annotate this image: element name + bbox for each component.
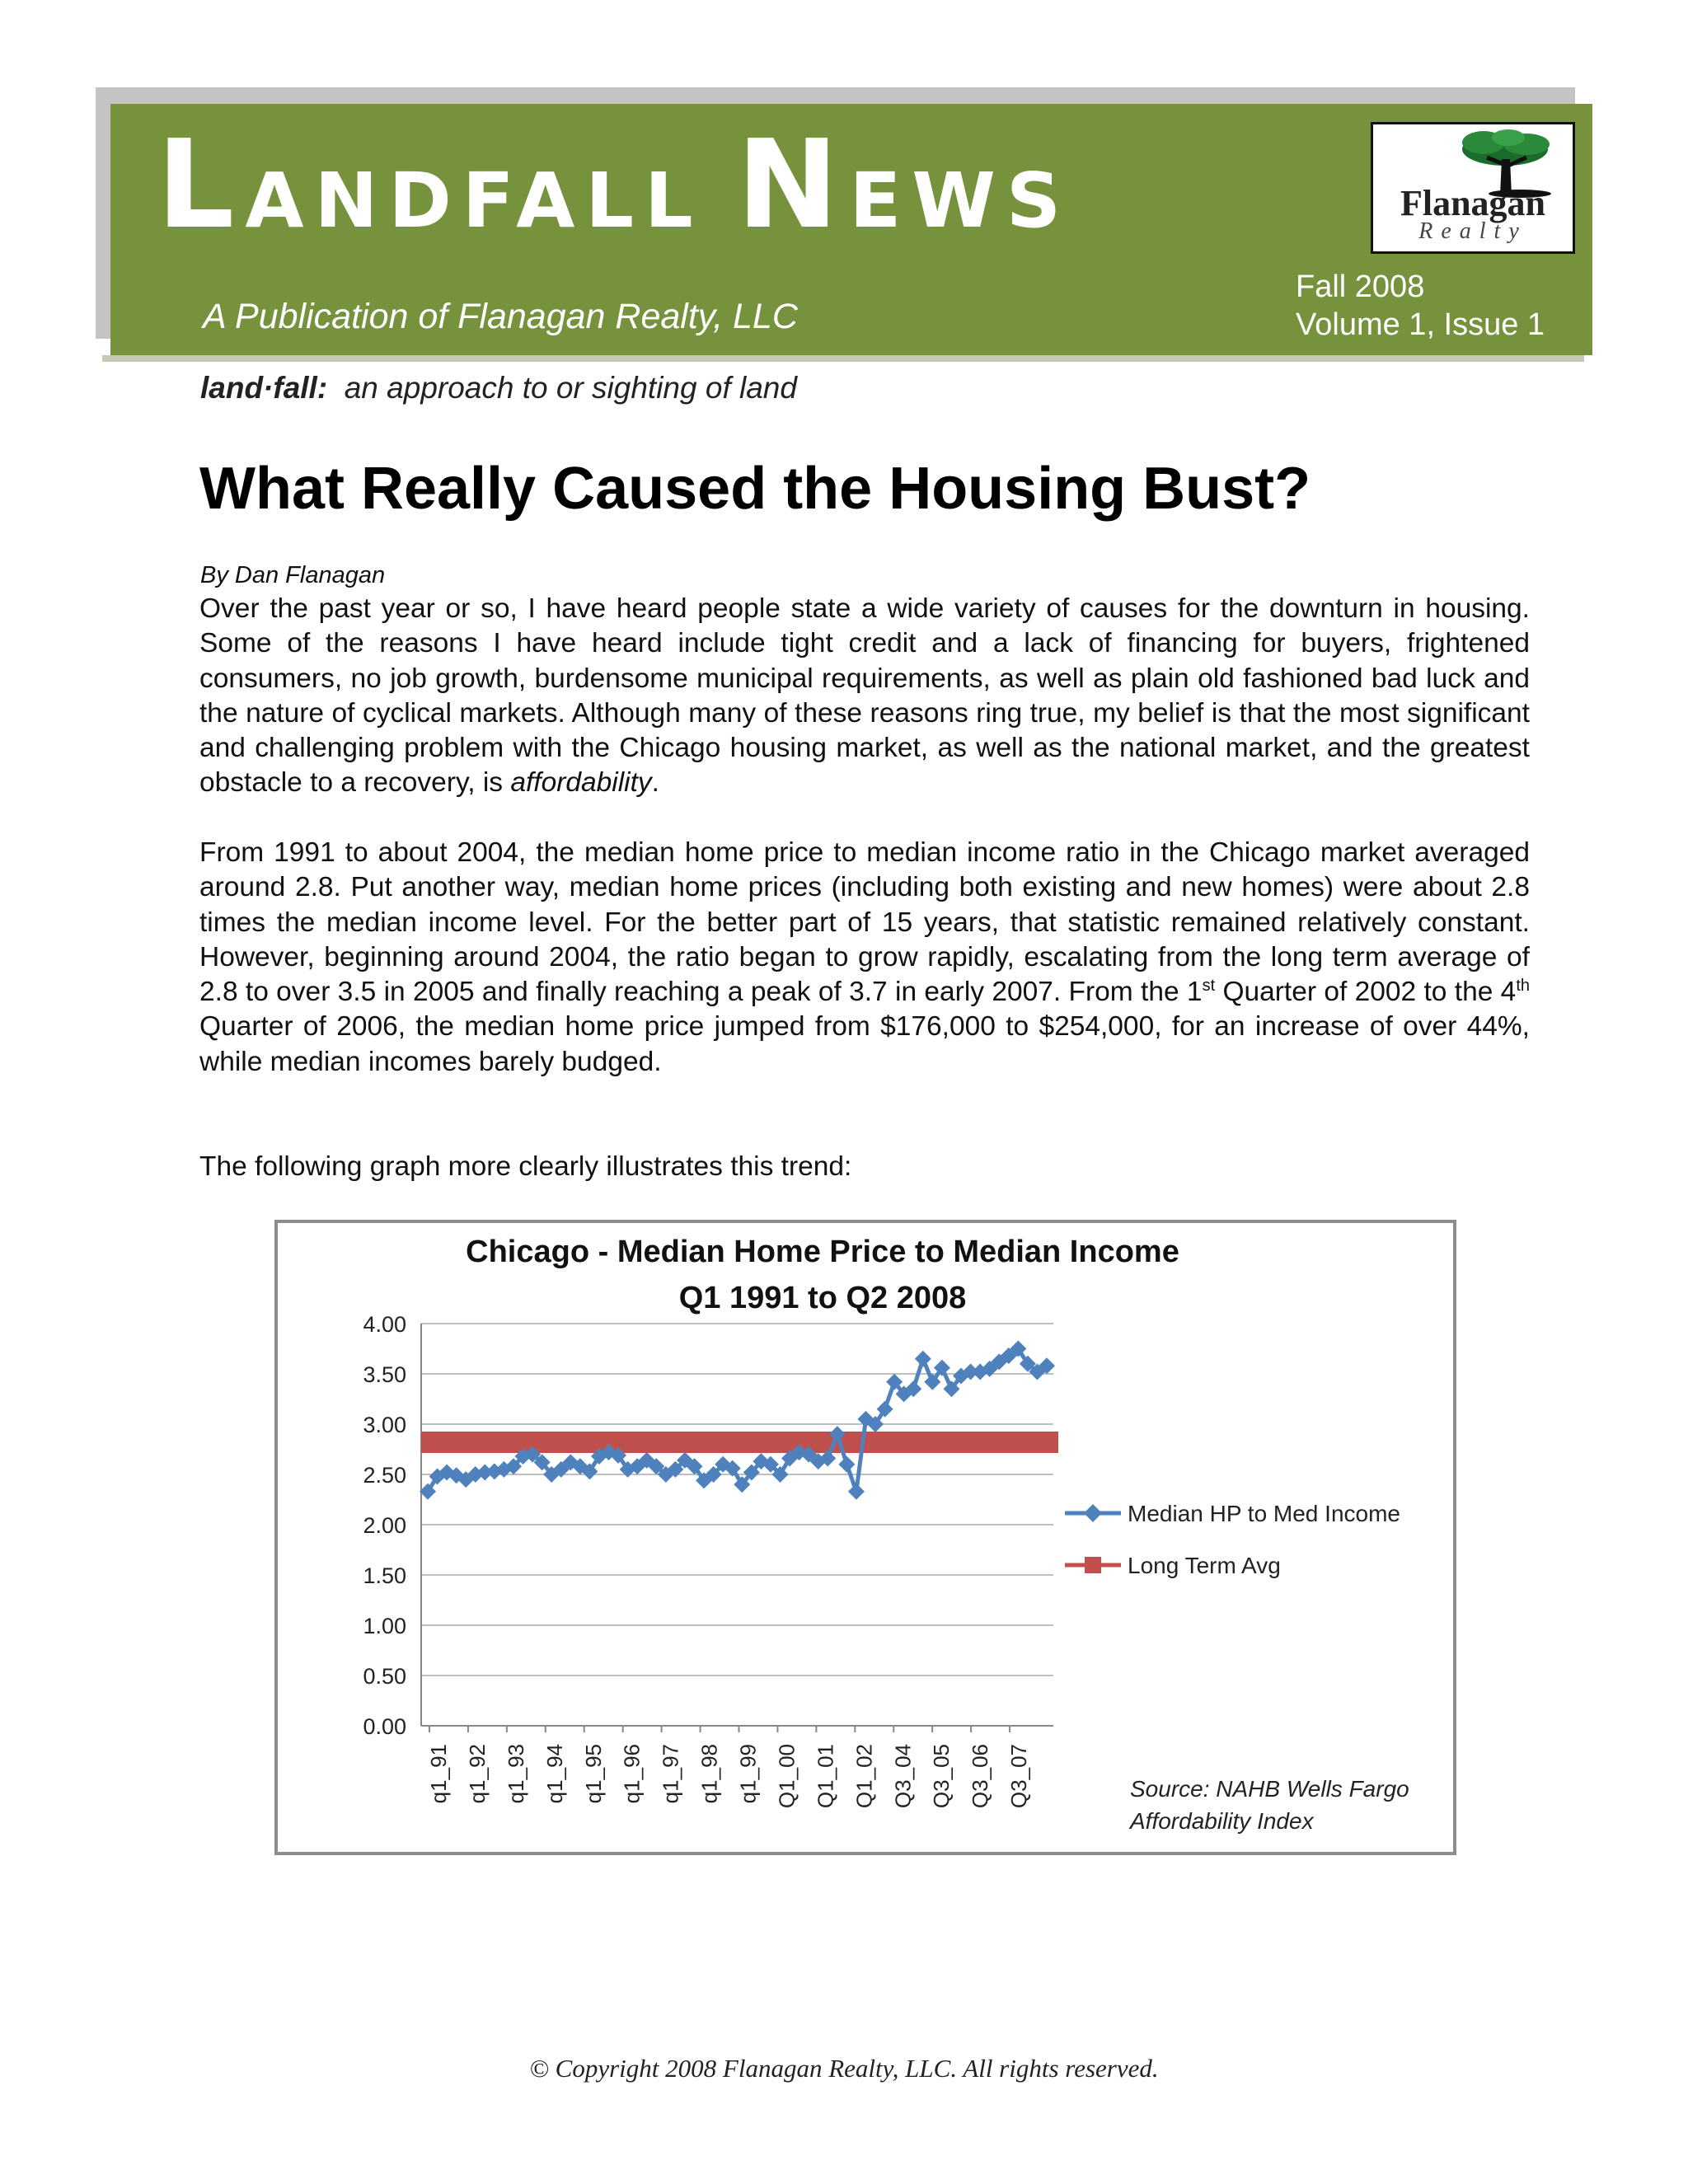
chart-title: Chicago - Median Home Price to Median Income xyxy=(466,1235,1179,1269)
article-paragraph-1 xyxy=(199,592,1530,801)
issue-info xyxy=(1296,268,1545,344)
newsletter-title xyxy=(157,114,1072,255)
chart-source-line-2: Affordability Index xyxy=(1130,1808,1314,1834)
article-byline: By Dan Flanagan xyxy=(200,562,386,588)
x-tick-label: Q3_06 xyxy=(968,1744,993,1809)
chart-source-line-1: Source: NAHB Wells Fargo xyxy=(1130,1776,1409,1802)
p1-end: . xyxy=(651,767,659,799)
y-tick-label: 0.50 xyxy=(363,1664,406,1689)
y-tick-label: 2.50 xyxy=(363,1463,406,1488)
p2-part1: From 1991 to about 2004, the median home price to median income ratio in the Chicago market averaged around 2.8. Put another way, median home prices (including both existing and new homes) were about 2.8 times the median income level. For the better part of 15 years, that statistic remained relatively constant. However, beginning around 2004, the ratio began to grow rapidly, escalating from the long term average of 2.8 to over 3.5 in 2005 and finally reaching a peak of 3.7 in early 2007. From the 1 xyxy=(199,837,1530,1008)
p1-emphasis: affordability xyxy=(510,767,652,799)
copyright-footer: © Copyright 2008 Flanagan Realty, LLC. All rights reserved. xyxy=(529,2054,1159,2083)
y-tick-label: 3.00 xyxy=(363,1413,406,1437)
x-tick-label: Q1_02 xyxy=(851,1744,877,1809)
tagline-term: land·fall: xyxy=(200,371,328,405)
x-tick-label: Q3_05 xyxy=(929,1744,954,1809)
x-tick-label: q1_94 xyxy=(542,1744,567,1804)
x-tick-label: Q3_04 xyxy=(890,1744,916,1809)
x-tick-label: q1_99 xyxy=(735,1744,761,1804)
p2-part3: Quarter of 2006, the median home price jumped from $176,000 to $254,000, for an increase of over 44%, while median incomes barely budged. xyxy=(199,1011,1530,1077)
y-tick-label: 4.00 xyxy=(363,1312,406,1337)
p1-text: Over the past year or so, I have heard people state a wide variety of causes for the downturn in housing. Some of the reasons I have heard include tight credit and a lack of financing for buyers, frightened consumers, no job growth, burdensome municipal requirements, as well as plain old fashioned bad luck and the nature of cyclical markets. Although many of these reasons ring true, my belief is that the most significant and challenging problem with the Chicago housing market, as well as the national market, and the greatest obstacle to a recovery, is xyxy=(199,593,1530,799)
masthead-underline xyxy=(102,355,1584,362)
data-point xyxy=(838,1456,855,1473)
title-cap-2: N xyxy=(736,114,850,255)
article-paragraph-3: The following graph more clearly illustrates this trend: xyxy=(199,1151,852,1182)
legend-marker-median xyxy=(1084,1504,1102,1522)
y-tick-label: 1.00 xyxy=(363,1614,406,1638)
x-tick-label: q1_95 xyxy=(580,1744,606,1804)
legend-label-median: Median HP to Med Income xyxy=(1128,1501,1400,1526)
x-tick-label: q1_91 xyxy=(426,1744,451,1804)
title-rest-1: ANDFALL xyxy=(245,157,704,245)
x-tick-label: Q1_00 xyxy=(774,1744,799,1809)
article-paragraph-2 xyxy=(199,836,1530,1080)
issue-volume: Volume 1, Issue 1 xyxy=(1296,307,1545,342)
chart-frame xyxy=(274,1220,1456,1855)
newsletter-subtitle: A Publication of Flanagan Realty, LLC xyxy=(203,297,798,336)
x-tick-label: q1_92 xyxy=(464,1744,490,1804)
p2-sup2: th xyxy=(1516,977,1530,996)
y-tick-label: 3.50 xyxy=(363,1362,406,1387)
data-point xyxy=(915,1351,931,1367)
x-tick-label: Q3_07 xyxy=(1006,1744,1032,1809)
affordability-chart xyxy=(278,1223,1453,1852)
chart-subtitle: Q1 1991 to Q2 2008 xyxy=(678,1281,967,1315)
p2-sup1: st xyxy=(1202,977,1216,996)
x-tick-label: q1_93 xyxy=(503,1744,528,1804)
article-headline: What Really Caused the Housing Bust? xyxy=(199,456,1311,522)
logo-sub: Realty xyxy=(1418,218,1527,244)
x-tick-label: q1_96 xyxy=(619,1744,645,1804)
data-point xyxy=(848,1483,865,1500)
issue-season: Fall 2008 xyxy=(1296,269,1425,304)
y-tick-label: 2.00 xyxy=(363,1513,406,1538)
title-cap-1: L xyxy=(157,114,246,255)
y-tick-label: 1.50 xyxy=(363,1563,406,1588)
legend-marker-avg xyxy=(1085,1557,1101,1573)
p2-part2: Quarter of 2002 to the 4 xyxy=(1215,977,1517,1008)
logo-name: Flanagan xyxy=(1400,183,1546,223)
x-tick-label: q1_98 xyxy=(696,1744,722,1804)
y-tick-label: 0.00 xyxy=(363,1714,406,1739)
company-logo xyxy=(1371,122,1575,254)
tagline-definition: an approach to or sighting of land xyxy=(344,371,797,405)
x-tick-label: Q1_01 xyxy=(813,1744,838,1809)
x-tick-label: q1_97 xyxy=(658,1744,683,1804)
tagline xyxy=(200,371,797,405)
legend-label-avg: Long Term Avg xyxy=(1128,1553,1281,1578)
title-rest-2: EWS xyxy=(849,157,1072,245)
